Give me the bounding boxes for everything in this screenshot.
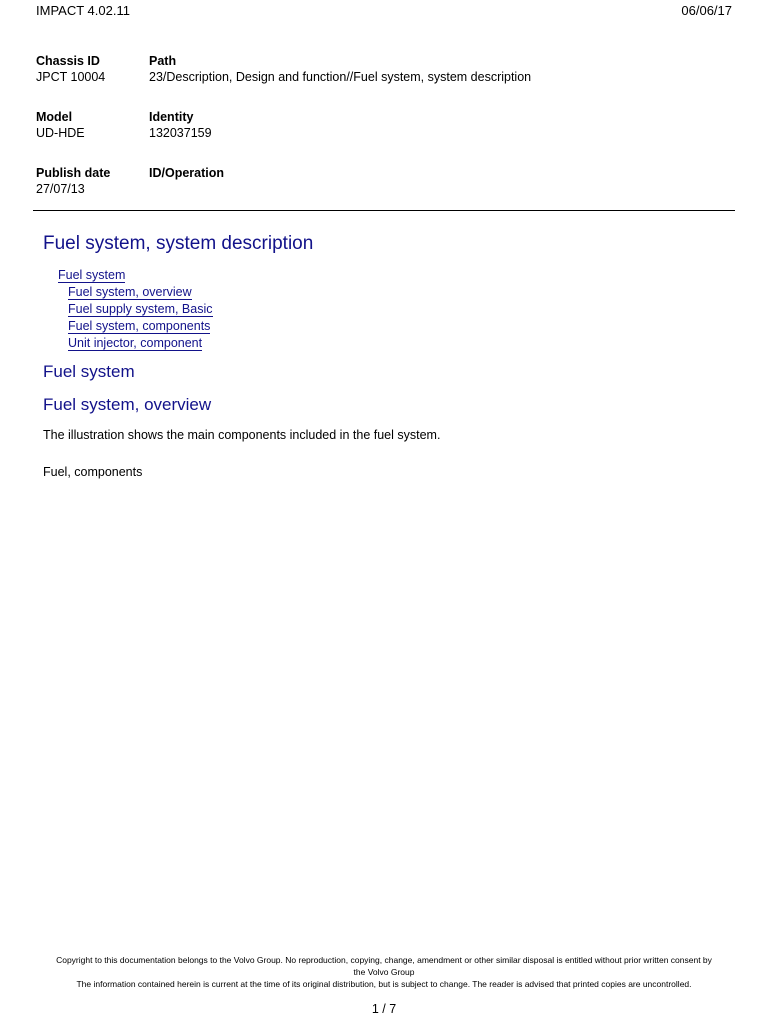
chassis-id-field [36,53,149,109]
toc-item [43,300,733,317]
publish-date-value: 27/07/13 [36,182,85,196]
identity-label: Identity [149,110,194,124]
id-operation-label: ID/Operation [149,166,225,180]
toc-item [43,266,733,283]
toc-link-fuel-system-overview[interactable]: Fuel system, overview [68,285,192,299]
header-date: 06/06/17 [681,3,732,18]
path-label: Path [149,54,177,68]
toc-item [43,317,733,334]
figure-caption: Fuel, components [43,465,143,479]
model-field [36,109,149,165]
meta-row-publish [36,165,709,221]
toc-link-unit-injector-component[interactable]: Unit injector, component [68,336,203,350]
path-value: 23/Description, Design and function//Fuel system, system description [149,70,532,84]
section-heading-fuel-system-overview: Fuel system, overview [43,395,212,414]
page-header [36,3,732,18]
publish-date-label: Publish date [36,166,111,180]
copyright-line-2: the Volvo Group [353,967,415,977]
publish-date-field [36,165,149,221]
toc-item [43,334,733,351]
copyright-footer [30,954,738,990]
copyright-line-3: The information contained herein is current at the time of its original distribution, but is subject to change. The reader is advised that printed copies are uncontrolled. [76,979,692,989]
chassis-id-value: JPCT 10004 [36,70,106,84]
meta-row-chassis [36,53,709,109]
table-of-contents [43,266,733,351]
meta-row-model [36,109,709,165]
document-content [43,231,733,480]
identity-value: 132037159 [149,126,212,140]
identity-field [149,109,709,165]
model-label: Model [36,110,73,124]
toc-link-fuel-supply-system-basic[interactable]: Fuel supply system, Basic [68,302,213,316]
header-divider [33,210,735,211]
document-title: Fuel system, system description [43,233,314,254]
toc-link-fuel-system[interactable]: Fuel system [58,268,126,282]
page-number: 1 / 7 [371,1002,397,1016]
section-heading-fuel-system: Fuel system [43,362,135,381]
id-operation-field [149,165,709,221]
toc-link-fuel-system-components[interactable]: Fuel system, components [68,319,211,333]
model-value: UD-HDE [36,126,85,140]
path-field [149,53,709,109]
chassis-id-label: Chassis ID [36,54,100,68]
toc-item [43,283,733,300]
app-version: IMPACT 4.02.11 [36,3,130,18]
document-metadata [36,53,709,221]
copyright-line-1: Copyright to this documentation belongs to the Volvo Group. No reproduction, copying, change, amendment or other similar disposal is entitled without prior written consent by [56,955,712,965]
body-paragraph: The illustration shows the main components included in the fuel system. [43,428,441,442]
